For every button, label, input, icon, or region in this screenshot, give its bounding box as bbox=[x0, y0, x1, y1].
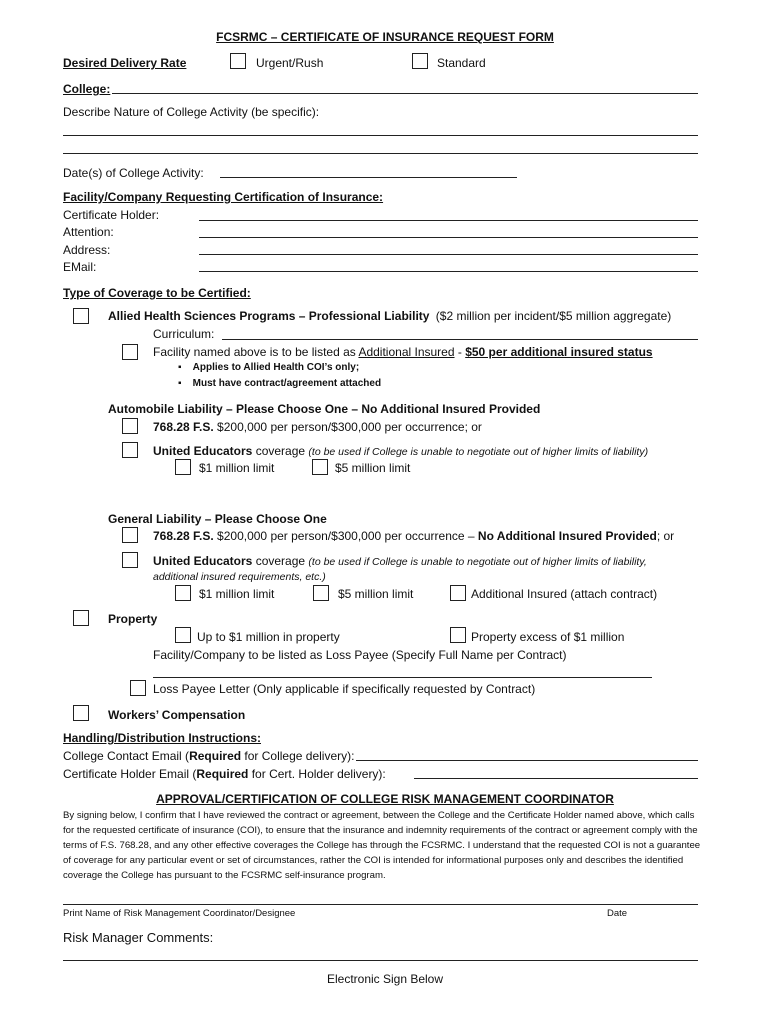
auto-fs-row bbox=[153, 420, 482, 434]
allied-health-limits: ($2 million per incident/$5 million aggregate) bbox=[435, 309, 672, 323]
auto-1m-checkbox[interactable] bbox=[175, 459, 191, 475]
loss-payee-letter-label: Loss Payee Letter (Only applicable if specifically requested by Contract) bbox=[153, 682, 536, 696]
certificate-holder-label: Certificate Holder: bbox=[63, 208, 160, 222]
auto-ue-text: coverage bbox=[252, 444, 309, 458]
date-label: Date bbox=[607, 908, 628, 919]
property-1m-label: Up to $1 million in property bbox=[197, 630, 340, 644]
bullet-1: ▪ Applies to Allied Health COI’s only; bbox=[178, 362, 360, 373]
bullet-2-text: Must have contract/agreement attached bbox=[192, 378, 382, 389]
auto-fs-checkbox[interactable] bbox=[122, 418, 138, 434]
signature-line[interactable] bbox=[63, 904, 698, 905]
facility-additional-row bbox=[153, 345, 653, 359]
coverage-heading: Type of Coverage to be Certified: bbox=[63, 286, 251, 300]
facility-heading: Facility/Company Requesting Certification of Insurance: bbox=[63, 190, 384, 204]
auto-title: Automobile Liability – Please Choose One – No Additional Insured Provided bbox=[108, 402, 541, 416]
nature-field-line-1[interactable] bbox=[63, 135, 698, 136]
general-fs-bold: 768.28 F.S. bbox=[153, 529, 214, 543]
property-excess-label: Property excess of $1 million bbox=[471, 630, 625, 644]
general-fs-bold2: No Additional Insured Provided bbox=[477, 529, 657, 543]
delivery-rate-label: Desired Delivery Rate bbox=[63, 56, 187, 70]
property-1m-checkbox[interactable] bbox=[175, 627, 191, 643]
address-field[interactable] bbox=[199, 254, 698, 255]
general-5m-checkbox[interactable] bbox=[313, 585, 329, 601]
urgent-label: Urgent/Rush bbox=[256, 56, 324, 70]
electronic-sign-label[interactable]: Electronic Sign Below bbox=[326, 972, 444, 986]
general-1m-checkbox[interactable] bbox=[175, 585, 191, 601]
standard-label: Standard bbox=[437, 56, 486, 70]
general-fs-text: $200,000 per person/$300,000 per occurrence – bbox=[213, 529, 478, 543]
additional-insured-text: Additional Insured bbox=[358, 345, 455, 359]
general-ue-checkbox[interactable] bbox=[122, 552, 138, 568]
auto-fs-text: $200,000 per person/$300,000 per occurrence; or bbox=[213, 420, 482, 434]
property-excess-checkbox[interactable] bbox=[450, 627, 466, 643]
holder-email-field[interactable] bbox=[414, 778, 698, 779]
general-title: General Liability – Please Choose One bbox=[108, 512, 327, 526]
college-label: College: bbox=[63, 82, 111, 96]
attention-label: Attention: bbox=[63, 225, 114, 239]
bullet-2: ▪ Must have contract/agreement attached bbox=[178, 378, 382, 389]
loss-payee-letter-checkbox[interactable] bbox=[130, 680, 146, 696]
dates-field[interactable] bbox=[220, 177, 517, 178]
facility-listed-text: Facility named above is to be listed as bbox=[153, 345, 359, 359]
additional-insured-checkbox[interactable] bbox=[122, 344, 138, 360]
email-label: EMail: bbox=[63, 260, 97, 274]
general-additional-checkbox[interactable] bbox=[450, 585, 466, 601]
auto-ue-bold: United Educators bbox=[153, 444, 253, 458]
general-ue-row bbox=[153, 554, 647, 568]
form-title: FCSRMC – CERTIFICATE OF INSURANCE REQUEST FORM bbox=[216, 30, 554, 44]
email-field[interactable] bbox=[199, 271, 698, 272]
college-email-pre: College Contact Email ( bbox=[63, 749, 190, 763]
holder-email-required: Required bbox=[196, 767, 249, 781]
urgent-checkbox[interactable] bbox=[230, 53, 246, 69]
allied-health-checkbox[interactable] bbox=[73, 308, 89, 324]
general-ue-italic-2: additional insured requirements, etc.) bbox=[153, 571, 326, 583]
print-name-label: Print Name of Risk Management Coordinator/Designee bbox=[63, 908, 296, 919]
allied-health-title: Allied Health Sciences Programs – Professional Liability bbox=[108, 309, 430, 323]
holder-email-label bbox=[63, 767, 386, 781]
general-fs-row bbox=[153, 529, 674, 543]
auto-ue-italic: (to be used if College is unable to negotiate out of higher limits of liability) bbox=[308, 446, 649, 458]
general-ue-italic-1: (to be used if College is unable to negotiate out of higher limits of liability, bbox=[308, 556, 647, 568]
auto-5m-checkbox[interactable] bbox=[312, 459, 328, 475]
curriculum-field[interactable] bbox=[222, 339, 698, 340]
college-email-required: Required bbox=[189, 749, 242, 763]
auto-5m-label: $5 million limit bbox=[335, 461, 411, 475]
comments-field[interactable] bbox=[63, 960, 698, 961]
dash-text: - bbox=[454, 345, 466, 359]
approval-heading: APPROVAL/CERTIFICATION OF COLLEGE RISK MANAGEMENT COORDINATOR bbox=[156, 792, 614, 806]
general-fs-checkbox[interactable] bbox=[122, 527, 138, 543]
fee-text: $50 per additional insured status bbox=[465, 345, 653, 359]
college-email-label bbox=[63, 749, 354, 763]
property-checkbox[interactable] bbox=[73, 610, 89, 626]
holder-email-pre: Certificate Holder Email ( bbox=[63, 767, 197, 781]
college-email-post: for College delivery): bbox=[241, 749, 355, 763]
loss-payee-field[interactable] bbox=[153, 677, 652, 678]
loss-payee-text: Facility/Company to be listed as Loss Payee (Specify Full Name per Contract) bbox=[153, 648, 567, 662]
college-email-field[interactable] bbox=[356, 760, 698, 761]
workers-comp-checkbox[interactable] bbox=[73, 705, 89, 721]
workers-comp-label: Workers’ Compensation bbox=[108, 708, 246, 722]
property-title: Property bbox=[108, 612, 158, 626]
auto-ue-row bbox=[153, 444, 648, 458]
general-5m-label: $5 million limit bbox=[338, 587, 414, 601]
approval-paragraph: By signing below, I confirm that I have reviewed the contract or agreement, between the College and the Certificate Holder named above, which calls for the requested certificate of insurance (COI), to ensure that the insurance and indemnity requirements of the contract or agreement comply with the terms of F.S. 768.28, and any other effective coverages the College has through the FCSRMC. I understand that the requested COI is not a guarantee of coverage for any particular event or set of circumstances, rather the COI is intended for informational purposes only and describes the identified coverage the College has pursuant to the FCSRMC self-insurance program. bbox=[63, 810, 701, 881]
holder-email-post: for Cert. Holder delivery): bbox=[248, 767, 386, 781]
nature-field-line-2[interactable] bbox=[63, 153, 698, 154]
general-1m-label: $1 million limit bbox=[199, 587, 275, 601]
comments-label: Risk Manager Comments: bbox=[63, 930, 214, 945]
auto-1m-label: $1 million limit bbox=[199, 461, 275, 475]
attention-field[interactable] bbox=[199, 237, 698, 238]
general-fs-tail: ; or bbox=[656, 529, 675, 543]
handling-heading: Handling/Distribution Instructions: bbox=[63, 731, 261, 745]
general-ue-bold: United Educators bbox=[153, 554, 253, 568]
address-label: Address: bbox=[63, 243, 111, 257]
dates-label: Date(s) of College Activity: bbox=[63, 166, 204, 180]
nature-label: Describe Nature of College Activity (be specific): bbox=[63, 105, 320, 119]
auto-ue-checkbox[interactable] bbox=[122, 442, 138, 458]
allied-health-row bbox=[108, 309, 671, 323]
auto-fs-bold: 768.28 F.S. bbox=[153, 420, 214, 434]
college-field[interactable] bbox=[112, 93, 698, 94]
certificate-holder-field[interactable] bbox=[199, 220, 698, 221]
general-ue-text: coverage bbox=[252, 554, 309, 568]
bullet-1-text: Applies to Allied Health COI’s only; bbox=[192, 362, 360, 373]
general-additional-label: Additional Insured (attach contract) bbox=[471, 587, 658, 601]
standard-checkbox[interactable] bbox=[412, 53, 428, 69]
curriculum-label: Curriculum: bbox=[153, 327, 215, 341]
